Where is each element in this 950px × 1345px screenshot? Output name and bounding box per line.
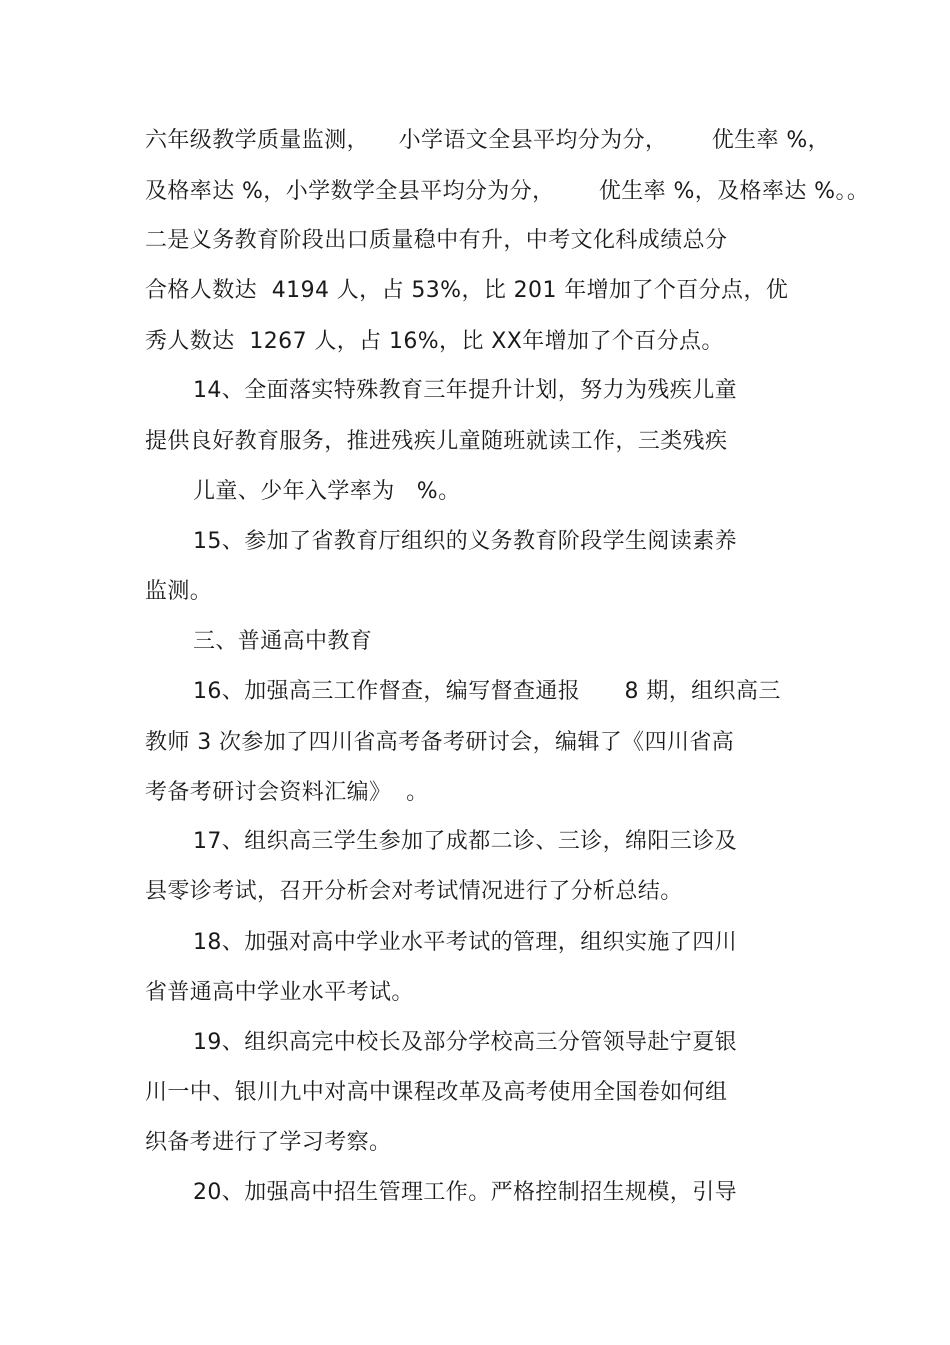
paragraph-line: 19、组织高完中校长及部分学校高三分管领导赴宁夏银 [193, 1030, 737, 1055]
paragraph-line: 17、组织高三学生参加了成都二诊、三诊，绵阳三诊及 [193, 829, 737, 854]
paragraph-line: 18、加强对高中学业水平考试的管理，组织实施了四川 [193, 930, 737, 955]
paragraph-line: 20、加强高中招生管理工作。严格控制招生规模，引导 [193, 1180, 737, 1205]
text-line: 省普通高中学业水平考试。 [145, 980, 414, 1005]
paragraph-line: 16、加强高三工作督查，编写督查通报 8 期，组织高三 [193, 679, 781, 704]
text-line: 织备考进行了学习考察。 [145, 1130, 392, 1155]
text-line: 监测。 [145, 579, 213, 604]
text-line: 教师 3 次参加了四川省高考备考研讨会，编辑了《四川省高 [145, 730, 735, 755]
text-line: 川一中、银川九中对高中课程改革及高考使用全国卷如何组 [145, 1080, 728, 1105]
text-line: 县零诊考试，召开分析会对考试情况进行了分析总结。 [145, 879, 683, 904]
text-line: 及格率达 %，小学数学全县平均分为分， 优生率 %，及格率达 %。。 [145, 179, 870, 204]
text-line: 考备考研讨会资料汇编》 。 [145, 780, 429, 805]
paragraph-line: 14、全面落实特殊教育三年提升计划，努力为残疾儿童 [193, 378, 737, 403]
text-line: 秀人数达 1267 人，占 16%，比 XX年增加了个百分点。 [145, 329, 724, 354]
text-line: 合格人数达 4194 人，占 53%，比 201 年增加了个百分点，优 [145, 278, 789, 303]
text-line: 六年级教学质量监测， 小学语文全县平均分为分， 优生率 %， [145, 128, 831, 153]
text-line: 儿童、少年入学率为 %。 [193, 479, 461, 504]
paragraph-line: 15、参加了省教育厅组织的义务教育阶段学生阅读素养 [193, 529, 737, 554]
text-line: 提供良好教育服务，推进残疾儿童随班就读工作，三类残疾 [145, 429, 728, 454]
text-line: 二是义务教育阶段出口质量稳中有升，中考文化科成绩总分 [145, 228, 728, 253]
section-heading: 三、普通高中教育 [193, 629, 373, 654]
